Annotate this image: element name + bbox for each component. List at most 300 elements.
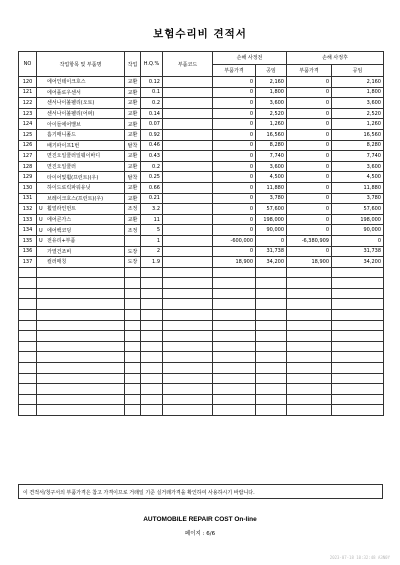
empty-cell [163, 331, 213, 342]
empty-cell [256, 278, 287, 289]
empty-cell [125, 267, 141, 278]
item-name: 타이어및휠(프런트)(우) [47, 174, 99, 181]
empty-cell [213, 405, 256, 416]
cell-no: 121 [19, 87, 37, 98]
empty-row [19, 384, 384, 395]
table-row [19, 225, 384, 236]
cell-hq: 3.2 [141, 204, 163, 215]
empty-cell [332, 373, 384, 384]
cell-after-labor: 198,000 [332, 214, 384, 225]
cell-after-labor: 3,780 [332, 193, 384, 204]
empty-cell [141, 384, 163, 395]
cell-before-part: 0 [213, 151, 256, 162]
cell-hq: 0.43 [141, 151, 163, 162]
empty-row [19, 352, 384, 363]
cell-code [163, 246, 213, 257]
cell-after-part: 0 [287, 77, 332, 88]
col-after-part: 부품가격 [287, 64, 332, 77]
cell-item [37, 140, 125, 151]
cell-no: 132 [19, 204, 37, 215]
cell-item [37, 214, 125, 225]
cell-after-part: 0 [287, 129, 332, 140]
table-row [19, 193, 384, 204]
cell-before-labor: 2,520 [256, 108, 287, 119]
cell-item [37, 246, 125, 257]
empty-cell [37, 363, 125, 374]
empty-cell [287, 341, 332, 352]
empty-row [19, 341, 384, 352]
empty-cell [37, 384, 125, 395]
empty-cell [256, 288, 287, 299]
cell-before-part: 0 [213, 108, 256, 119]
cell-before-labor: 3,600 [256, 98, 287, 109]
empty-cell [163, 363, 213, 374]
empty-cell [163, 405, 213, 416]
table-row [19, 257, 384, 268]
empty-cell [332, 288, 384, 299]
cell-code [163, 225, 213, 236]
empty-cell [141, 373, 163, 384]
empty-cell [163, 341, 213, 352]
cell-before-part: 18,900 [213, 257, 256, 268]
cell-code [163, 182, 213, 193]
empty-cell [256, 384, 287, 395]
cell-work: 교환 [125, 129, 141, 140]
cell-hq: 0.46 [141, 140, 163, 151]
empty-cell [163, 320, 213, 331]
empty-cell [19, 341, 37, 352]
empty-cell [19, 299, 37, 310]
cell-no: 130 [19, 182, 37, 193]
empty-cell [213, 384, 256, 395]
cell-before-part: 0 [213, 214, 256, 225]
empty-row [19, 288, 384, 299]
cell-code [163, 129, 213, 140]
empty-cell [37, 267, 125, 278]
cell-item [37, 129, 125, 140]
cell-item [37, 257, 125, 268]
empty-cell [287, 310, 332, 321]
document-title: 보험수리비 견적서 [153, 28, 247, 40]
cell-code [163, 140, 213, 151]
empty-cell [125, 352, 141, 363]
empty-cell [125, 341, 141, 352]
empty-cell [125, 373, 141, 384]
empty-cell [19, 352, 37, 363]
cell-after-labor: 1,260 [332, 119, 384, 130]
cell-after-labor: 31,738 [332, 246, 384, 257]
item-name: 센서나이볼펠리(어퍼) [47, 111, 95, 118]
cell-before-labor: 16,560 [256, 129, 287, 140]
table-row [19, 98, 384, 109]
col-before: 손해 사정전 [213, 52, 287, 65]
cell-no: 133 [19, 214, 37, 225]
cell-before-part: 0 [213, 225, 256, 236]
item-name: 면진오일쿨러일웨이바디 [47, 153, 101, 160]
empty-cell [163, 310, 213, 321]
cell-before-part: 0 [213, 172, 256, 183]
empty-cell [287, 363, 332, 374]
empty-cell [213, 373, 256, 384]
empty-cell [332, 278, 384, 289]
cell-after-part: 0 [287, 246, 332, 257]
cell-before-part: 0 [213, 77, 256, 88]
cell-before-labor: 0 [256, 235, 287, 246]
empty-cell [213, 299, 256, 310]
cell-work: 교환 [125, 151, 141, 162]
item-name: 전유리+부품 [47, 238, 76, 245]
empty-cell [287, 373, 332, 384]
empty-cell [141, 331, 163, 342]
table-row [19, 172, 384, 183]
empty-cell [19, 320, 37, 331]
cell-after-part: -6,380,909 [287, 235, 332, 246]
cell-before-part: 0 [213, 119, 256, 130]
cell-item [37, 108, 125, 119]
empty-row [19, 310, 384, 321]
empty-row [19, 394, 384, 405]
empty-cell [163, 352, 213, 363]
empty-cell [37, 299, 125, 310]
estimate-table [18, 51, 384, 416]
empty-row [19, 278, 384, 289]
empty-cell [163, 278, 213, 289]
empty-cell [141, 341, 163, 352]
cell-hq: 11 [141, 214, 163, 225]
empty-row [19, 320, 384, 331]
cell-after-labor: 8,280 [332, 140, 384, 151]
cell-before-labor: 31,738 [256, 246, 287, 257]
empty-cell [163, 267, 213, 278]
cell-code [163, 193, 213, 204]
cell-item [37, 161, 125, 172]
table-row [19, 77, 384, 88]
empty-cell [37, 394, 125, 405]
empty-cell [141, 278, 163, 289]
item-name: 센서나이볼펠리(오토) [47, 100, 95, 107]
empty-cell [19, 405, 37, 416]
cell-item [37, 172, 125, 183]
empty-cell [287, 299, 332, 310]
item-flag: U [39, 227, 43, 234]
table-row [19, 182, 384, 193]
table-row [19, 204, 384, 215]
cell-code [163, 98, 213, 109]
empty-cell [125, 384, 141, 395]
cell-no: 134 [19, 225, 37, 236]
cell-item [37, 182, 125, 193]
cell-before-part: 0 [213, 193, 256, 204]
empty-cell [213, 320, 256, 331]
cell-item [37, 98, 125, 109]
cell-code [163, 214, 213, 225]
table-row [19, 140, 384, 151]
empty-cell [37, 320, 125, 331]
empty-cell [141, 405, 163, 416]
cell-before-part: 0 [213, 98, 256, 109]
empty-cell [332, 384, 384, 395]
empty-row [19, 299, 384, 310]
cell-hq: 0.14 [141, 108, 163, 119]
cell-no: 124 [19, 119, 37, 130]
table-row [19, 246, 384, 257]
item-flag: U [39, 206, 43, 213]
cell-code [163, 235, 213, 246]
empty-cell [19, 331, 37, 342]
cell-code [163, 77, 213, 88]
table-row [19, 129, 384, 140]
cell-hq: 0.12 [141, 77, 163, 88]
cell-after-labor: 11,880 [332, 182, 384, 193]
empty-cell [163, 299, 213, 310]
cell-no: 128 [19, 161, 37, 172]
cell-work: 교환 [125, 108, 141, 119]
cell-after-labor: 4,500 [332, 172, 384, 183]
cell-hq: 0.1 [141, 87, 163, 98]
empty-cell [256, 373, 287, 384]
cell-before-labor: 1,800 [256, 87, 287, 98]
empty-cell [125, 363, 141, 374]
empty-cell [256, 331, 287, 342]
empty-cell [213, 394, 256, 405]
cell-before-labor: 90,000 [256, 225, 287, 236]
cell-after-labor: 2,520 [332, 108, 384, 119]
header-row-1 [19, 52, 384, 65]
cell-code [163, 151, 213, 162]
empty-cell [19, 288, 37, 299]
cell-hq: 0.2 [141, 98, 163, 109]
cell-no: 127 [19, 151, 37, 162]
empty-cell [163, 384, 213, 395]
cell-code [163, 87, 213, 98]
cell-before-labor: 57,600 [256, 204, 287, 215]
cell-after-part: 0 [287, 225, 332, 236]
footer-title: AUTOMOBILE REPAIR COST On-line [143, 516, 257, 523]
table-body [19, 77, 384, 416]
empty-cell [125, 394, 141, 405]
empty-cell [287, 288, 332, 299]
item-flag: U [39, 238, 43, 245]
empty-cell [287, 394, 332, 405]
table-row [19, 151, 384, 162]
empty-cell [213, 352, 256, 363]
empty-row [19, 405, 384, 416]
col-after: 손해 사정후 [287, 52, 384, 65]
cell-after-part: 0 [287, 119, 332, 130]
empty-cell [125, 331, 141, 342]
empty-cell [19, 363, 37, 374]
table-row [19, 119, 384, 130]
empty-row [19, 331, 384, 342]
cell-code [163, 172, 213, 183]
cell-item [37, 119, 125, 130]
cell-work: 도장 [125, 257, 141, 268]
empty-cell [256, 352, 287, 363]
cell-before-labor: 198,000 [256, 214, 287, 225]
empty-cell [141, 310, 163, 321]
item-name: 컬러매칭 [47, 259, 67, 266]
empty-cell [125, 299, 141, 310]
cell-code [163, 119, 213, 130]
empty-cell [163, 373, 213, 384]
cell-no: 136 [19, 246, 37, 257]
item-name: 에어인테이크호스 [47, 79, 86, 86]
cell-after-part: 0 [287, 108, 332, 119]
empty-cell [332, 405, 384, 416]
cell-work: 탈착 [125, 140, 141, 151]
item-name: 아이들에어밸브 [47, 121, 81, 128]
empty-cell [287, 267, 332, 278]
cell-item [37, 77, 125, 88]
cell-no: 135 [19, 235, 37, 246]
cell-work: 교환 [125, 182, 141, 193]
empty-cell [125, 320, 141, 331]
cell-item [37, 204, 125, 215]
empty-cell [332, 310, 384, 321]
empty-cell [213, 341, 256, 352]
cell-hq: 0.2 [141, 161, 163, 172]
cell-before-labor: 4,500 [256, 172, 287, 183]
page-number: 페이지 : 6/6 [184, 531, 216, 537]
empty-cell [213, 278, 256, 289]
cell-hq: 0.07 [141, 119, 163, 130]
item-name: 하이드로릭파워유닛 [47, 185, 91, 192]
cell-after-labor: 34,200 [332, 257, 384, 268]
empty-cell [163, 394, 213, 405]
cell-before-labor: 3,600 [256, 161, 287, 172]
empty-cell [19, 384, 37, 395]
cell-after-labor: 1,800 [332, 87, 384, 98]
empty-cell [287, 384, 332, 395]
empty-cell [332, 331, 384, 342]
empty-cell [213, 363, 256, 374]
cell-before-part: 0 [213, 204, 256, 215]
cell-before-part: 0 [213, 182, 256, 193]
empty-cell [256, 267, 287, 278]
empty-cell [141, 299, 163, 310]
cell-hq: 5 [141, 225, 163, 236]
empty-row [19, 373, 384, 384]
print-stamp: 2023-07-18 10:32:48 A3N0Y [329, 555, 390, 560]
cell-before-part: -600,000 [213, 235, 256, 246]
cell-work [125, 235, 141, 246]
cell-after-labor: 0 [332, 235, 384, 246]
cell-after-part: 0 [287, 182, 332, 193]
empty-cell [287, 405, 332, 416]
cell-work: 교환 [125, 193, 141, 204]
empty-cell [332, 394, 384, 405]
cell-work: 교환 [125, 214, 141, 225]
empty-cell [332, 363, 384, 374]
cell-item [37, 151, 125, 162]
cell-code [163, 108, 213, 119]
cell-after-labor: 2,160 [332, 77, 384, 88]
item-name: 배기파이프1번 [47, 142, 80, 149]
col-after-labor: 공임 [332, 64, 384, 77]
cell-after-part: 0 [287, 193, 332, 204]
notice-box: 이 견적서/청구서의 부품가격은 참고 가격이므로 거래일 기준 실거래가격을 확인하여 사용하시기 바랍니다. [18, 484, 383, 499]
cell-before-labor: 1,260 [256, 119, 287, 130]
empty-cell [256, 363, 287, 374]
empty-cell [256, 341, 287, 352]
empty-cell [37, 288, 125, 299]
item-name: 에어플로우센서 [47, 89, 81, 96]
item-name: 가열건조비 [47, 248, 72, 255]
empty-cell [19, 373, 37, 384]
item-name: 에어백코딩 [47, 227, 72, 234]
cell-before-labor: 2,160 [256, 77, 287, 88]
cell-hq: 1 [141, 235, 163, 246]
cell-before-labor: 7,740 [256, 151, 287, 162]
cell-after-part: 0 [287, 151, 332, 162]
empty-cell [37, 310, 125, 321]
cell-no: 123 [19, 108, 37, 119]
cell-after-part: 0 [287, 161, 332, 172]
empty-cell [287, 278, 332, 289]
cell-no: 126 [19, 140, 37, 151]
cell-code [163, 257, 213, 268]
empty-cell [37, 373, 125, 384]
table-row [19, 214, 384, 225]
empty-cell [332, 299, 384, 310]
cell-after-part: 0 [287, 172, 332, 183]
col-hq: H.Q.% [141, 52, 163, 77]
item-name: 에어콘가스 [47, 217, 72, 224]
cell-after-labor: 3,600 [332, 161, 384, 172]
cell-item [37, 235, 125, 246]
cell-code [163, 204, 213, 215]
cell-code [163, 161, 213, 172]
empty-cell [37, 352, 125, 363]
empty-cell [332, 320, 384, 331]
empty-cell [287, 320, 332, 331]
empty-cell [37, 278, 125, 289]
cell-before-part: 0 [213, 87, 256, 98]
cell-after-part: 0 [287, 98, 332, 109]
cell-item [37, 193, 125, 204]
col-item: 작업항목 및 부품명 [37, 52, 125, 77]
col-work: 작업 [125, 52, 141, 77]
empty-cell [213, 310, 256, 321]
cell-work: 도장 [125, 246, 141, 257]
empty-cell [213, 331, 256, 342]
cell-before-part: 0 [213, 140, 256, 151]
empty-cell [256, 320, 287, 331]
cell-work: 교환 [125, 119, 141, 130]
cell-after-part: 0 [287, 214, 332, 225]
item-flag: U [39, 217, 43, 224]
empty-cell [141, 267, 163, 278]
empty-row [19, 267, 384, 278]
col-partcode: 부품코드 [163, 52, 213, 77]
cell-hq: 2 [141, 246, 163, 257]
empty-cell [332, 267, 384, 278]
cell-after-labor: 3,600 [332, 98, 384, 109]
cell-after-part: 0 [287, 140, 332, 151]
empty-cell [125, 405, 141, 416]
cell-before-part: 0 [213, 161, 256, 172]
cell-after-labor: 57,600 [332, 204, 384, 215]
empty-cell [287, 352, 332, 363]
cell-after-labor: 16,560 [332, 129, 384, 140]
cell-work: 조정 [125, 225, 141, 236]
cell-after-part: 0 [287, 87, 332, 98]
cell-item [37, 87, 125, 98]
cell-hq: 0.21 [141, 193, 163, 204]
cell-after-labor: 7,740 [332, 151, 384, 162]
empty-cell [141, 363, 163, 374]
empty-cell [125, 310, 141, 321]
